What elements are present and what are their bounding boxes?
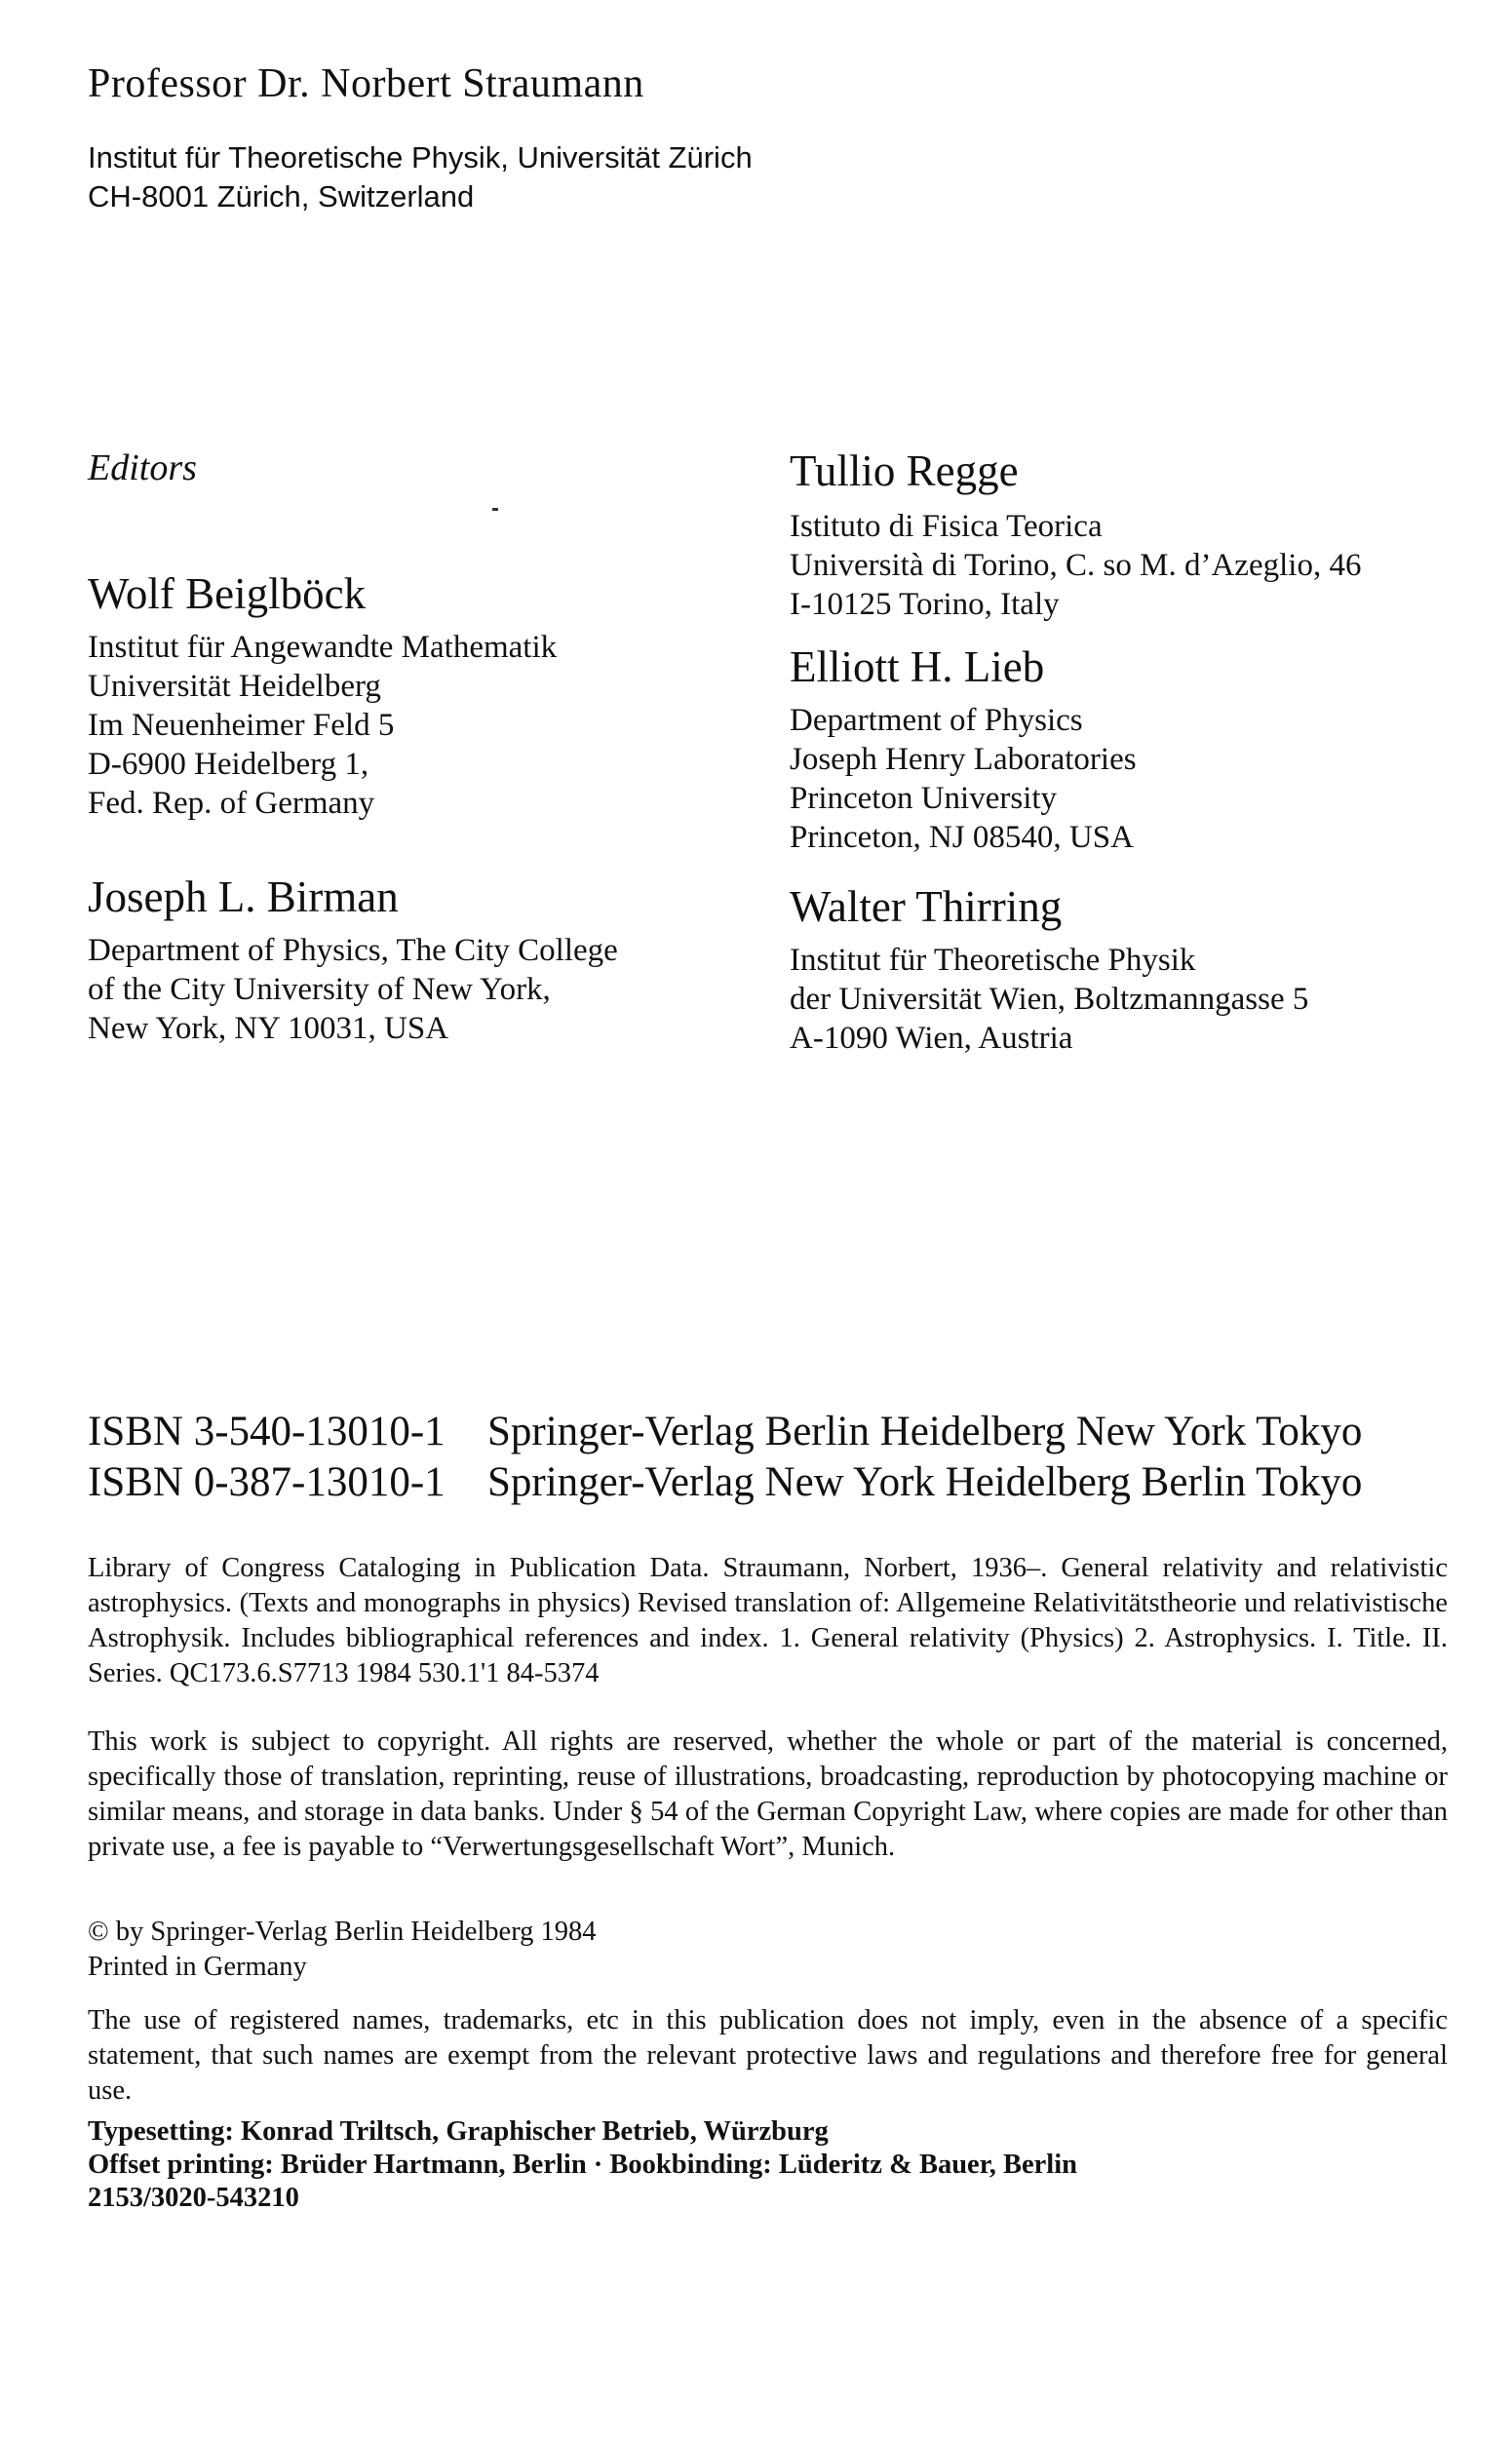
address-line: D-6900 Heidelberg 1, (88, 747, 369, 782)
isbn-publisher: Springer-Verlag Berlin Heidelberg New York Tokyo (487, 1409, 1363, 1454)
credit-line: Offset printing: Brüder Hartmann, Berlin · Bookbinding: Lüderitz & Bauer, Berlin (88, 2150, 1077, 2180)
address-line: Princeton, NJ 08540, USA (790, 820, 1134, 855)
editor-birman (88, 871, 618, 1048)
editor-name: Walter Thirring (790, 882, 1063, 931)
credit-line: Typesetting: Konrad Triltsch, Graphischer Betrieb, Würzburg (88, 2116, 829, 2147)
editor-address (88, 628, 557, 823)
address-line: Institut für Angewandte Mathematik (88, 630, 558, 665)
address-line: I-10125 Torino, Italy (790, 587, 1060, 622)
address-line: Università di Torino, C. so M. d’Azeglio, 46 (790, 548, 1362, 583)
address-line: Im Neuenheimer Feld 5 (88, 708, 395, 743)
address-line: Joseph Henry Laboratories (790, 742, 1137, 777)
address-line: Department of Physics, The City College (88, 933, 618, 968)
address-line: Department of Physics (790, 703, 1083, 738)
author-name: Professor Dr. Norbert Straumann (88, 61, 644, 106)
author-affiliation-line: CH-8001 Zürich, Switzerland (88, 179, 475, 213)
editor-name: Elliott H. Lieb (790, 642, 1045, 691)
author-affiliation-line: Institut für Theoretische Physik, Universität Zürich (88, 140, 753, 174)
credit-line: 2153/3020-543210 (88, 2183, 299, 2213)
production-credits (88, 2115, 1077, 2215)
cip-paragraph: Library of Congress Cataloging in Publication Data. Straumann, Norbert, 1936–. General relativity and relativistic astrophysics. (Texts and monographs in physics) Revised translation of: Allgemeine Relativitätstheorie und relativistische Astrophysik. Includes bibliographical references and index. 1. General relativity (Physics) 2. Astrophysics. I. Title. II. Series. QC173.6.S7713 1984 530.1'1 84-5374 (88, 1553, 1448, 1688)
trademark-paragraph: The use of registered names, trademarks, etc in this publication does not imply, even in the absence of a specific statement, that such names are exempt from the relevant protective laws and regulations and therefore free for general use. (88, 2005, 1448, 2106)
isbn-publisher: Springer-Verlag New York Heidelberg Berlin Tokyo (487, 1459, 1363, 1505)
editors-label: Editors (88, 447, 197, 488)
editor-address (790, 507, 1361, 624)
address-line: Istituto di Fisica Teorica (790, 509, 1103, 544)
editor-address (790, 941, 1308, 1058)
address-line: of the City University of New York, (88, 972, 551, 1007)
address-line: New York, NY 10031, USA (88, 1011, 449, 1046)
address-line: Universität Heidelberg (88, 669, 381, 704)
isbn-code: ISBN 3-540-13010-1 (88, 1409, 446, 1454)
editor-lieb (790, 640, 1137, 857)
editor-regge (790, 445, 1361, 624)
editor-beiglboeck (88, 567, 557, 823)
author-affiliation (88, 138, 753, 216)
isbn-line (88, 1457, 1362, 1508)
address-line: Fed. Rep. of Germany (88, 786, 375, 821)
address-line: Princeton University (790, 781, 1058, 816)
address-line: A-1090 Wien, Austria (790, 1021, 1073, 1056)
editor-address (790, 701, 1137, 857)
editor-address (88, 931, 618, 1048)
editor-name: Joseph L. Birman (88, 872, 399, 921)
address-line: Institut für Theoretische Physik (790, 943, 1196, 978)
isbn-code: ISBN 0-387-13010-1 (88, 1459, 446, 1505)
address-line: der Universität Wien, Boltzmanngasse 5 (790, 982, 1309, 1017)
editor-name: Wolf Beiglböck (88, 569, 367, 618)
isbn-line (88, 1407, 1362, 1457)
editor-thirring (790, 880, 1308, 1058)
decorative-dash (492, 508, 498, 511)
isbn-block (88, 1407, 1362, 1508)
copyright-line: © by Springer-Verlag Berlin Heidelberg 1984 (88, 1917, 597, 1947)
printed-in: Printed in Germany (88, 1952, 307, 1982)
editor-name: Tullio Regge (790, 446, 1019, 495)
copyright-paragraph: This work is subject to copyright. All rights are reserved, whether the whole or part of the material is concerned, specifically those of translation, reprinting, reuse of illustrations, broadcasting, reproduction by photocopying machine or similar means, and storage in data banks. Under § 54 of the German Copyright Law, where copies are made for other than private use, a fee is payable to “Verwertungsgesellschaft Wort”, Munich. (88, 1726, 1448, 1862)
